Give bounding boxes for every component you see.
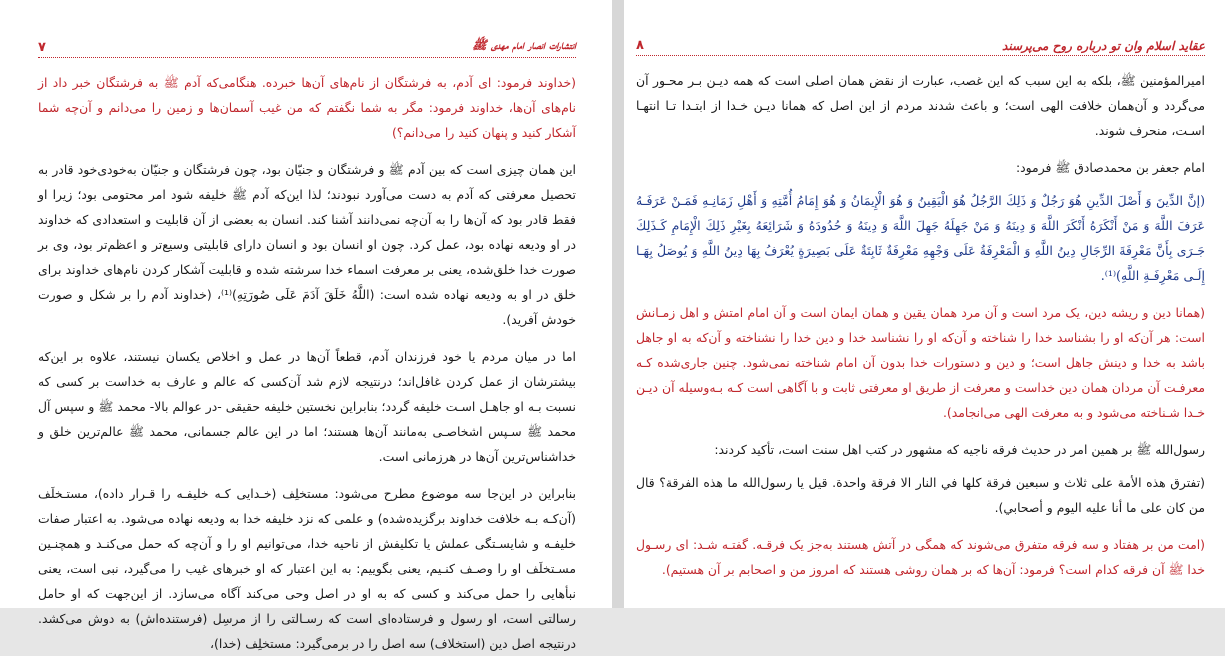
paragraph: رسول‌الله ﷺ بر همین امر در حدیث فرقه ناجیه که مشهور در کتب اهل سنت است، تأکید کردند: [714, 442, 1205, 457]
paragraph: (خداوند فرمود: ای آدم، به فرشتگان از نام‌های آن‌ها خبرده. هنگامی‌که آدم ﷺ به فرشتگان خبر داد از نام‌های آن‌ها، خداوند فرمود: مگر به شما نگفتم که من غیب آسمان‌ها و زمین را می‌دانم و آن‌چه شما آشکار کنید و پنهان کنید را می‌دانم؟) [38, 75, 576, 140]
paragraph: (امت من بر هفتاد و سه فرقه متفرق می‌شوند که همگی در آتش هستند به‌جز یک فرقـه. گفتـه شـد: ای رسـول خدا ﷺ آن فرقه کدام است؟ فرمود: آن‌ها که بر همان روشی هستند که امروز من و اصحابم بر آن هستیم). [636, 537, 1205, 577]
page-gutter [612, 0, 624, 608]
paragraph: (همانا دین و ریشه دین، یک مرد است و آن مرد همان یقین و همان ایمان است و آن امام امتش و اهل زمـانش است: هر آن‌که او را بشناسد خدا را شناخته و آن‌که او را نشناسد خدا و دین خدا را نشناخته و آن‌که به او جاهل باشد به خدا و دینش جاهل است؛ و دین و دستورات خدا بدون آن امام شناخته نمی‌شود. چنین جاری‌شده کـه معرفـت آن مردان همان دین خداست و معرفت از طریق او معرفتی ثابت و با آگاهی است کـه بـه‌وسیله آن دیـن خـدا شـناخته می‌شود و به معرفت الهی می‌انجامد). [636, 305, 1205, 420]
paragraph: بنابراین در این‌جا سه موضوع مطرح می‌شود: مستخلِف (خـدایی کـه خلیفـه را قـرار داده)، مستـخلَف (آن‌کـه بـه خلافت خداوند برگزیده‌شده) و علمی که نزد خلیفه خدا به ودیعه نهاده می‌شود. به اعتبار صفات خلیفـه و شایسـتگی عملش یا تکلیفش از ناحیه خدا، می‌توانیم او را و آن‌چه که حمل می‌کنـد و همچنـین مسـتخلَف او را وصـف کنـیم، یعنی بگوییم: به این اعتبار که او خبرهای غیب را می‌گیرد، نبی است، یعنی نبأهایی را حمل می‌کند و کسی که به او در اصل وحی می‌کند آگاه می‌سازد. از این‌جهت که او حامل رسالتی است، او رسول و فرستاده‌ای است که رسـالتی را از مرسِل (فرستنده‌اش) به دوش می‌کشد. درنتیجه اصل دین (استخلاف) سه اصل را در برمی‌گیرد: مستخلِف (خدا)، [38, 486, 576, 651]
left-header-title: انتشارات انصار امام مهدی ﷺ [472, 38, 576, 52]
paragraph: امام جعفر بن محمدصادق ﷺ فرمود: [1015, 160, 1205, 175]
right-page [624, 0, 1225, 608]
right-page-header [636, 38, 1205, 56]
paragraph: اما در میان مردم یا خود فرزندان آدم، قطعاً آن‌ها در عمل و اخلاص یکسان نیستند، علاوه بر این‌که بیشترشان از عمل کردن غافل‌اند؛ درنتیجه لازم شد آن‌کسی که عالم و عارف به خداست بر کسی که نسبت بـه او جاهـل اسـت خلیفه گردد؛ بنابراین نخستین خلیفه حقیقی -در عوالم بالا- محمد ﷺ و سپس آل محمد ﷺ سـپس اشخاصـی به‌مانند آن‌ها هستند؛ اما در این عالم جسمانی، محمد ﷺ عالم‌ترین خلق و خداشناس‌ترین آن‌ها در هرزمانی است. [38, 349, 576, 464]
right-header-title: عقاید اسلام وان تو درباره روح می‌پرسند [1002, 39, 1205, 53]
paragraph: این همان چیزی است که بین آدم ﷺ و فرشتگان و جنیّان بود، چون فرشتگان و جنیّان به‌خودی‌خود قادر به تحصیل معرفتی که آدم به دست می‌آورد نبودند؛ لذا این‌که آدم ﷺ خلیفه شود امر محتومی بود؛ زیرا او فقط قادر بود که آن‌ها را به آن‌چه نمی‌دانند آشنا کند. انسان به بعضی از آن قابلیت و استعدادی که خداوند در او ودیعه نهاده بود، عمل کرد. چون او انسان بود و انسان دارای قابلیتی وسیع‌تر و اعظم‌تر بود، وی بر صورت خدا خلق‌شده، یعنی بر معرفت اسماء خدا سرشته شده و قابلیت آشکار کردن نام‌های خداوند برای خلق در او به ودیعه نهاده شده است: (اللَّهُ خَلَقَ آدَمَ عَلَى صُورَتِهِ)⁽¹⁾، (خداوند آدم را بر شکل و صورت خودش آفرید). [38, 162, 576, 327]
paragraph: (تفترق هذه الأمة على ثلاث و سبعين فرقة كلها في النار الا فرقة واحدة. قيل يا رسول‌الله ما هذه الفرقة؟ قال من كان على ما أنا عليه اليوم و أصحابي). [636, 475, 1205, 515]
paragraph: امیرالمؤمنین ﷺ، بلکه به این سبب که این غصب، عبارت از نقض همان اصلی است که همه دیـن بـر محـور آن می‌گردد و آن‌همان خلافت الهی است؛ و باعث شدند مردم از این اصل که همانا دیـن خـدا از ابتـدا تـا انتهـا اسـت، منحرف شوند. [636, 73, 1205, 138]
left-page [0, 0, 612, 651]
left-page-number: ٧ [38, 40, 46, 55]
arabic-quote: (إنَّ الدِّينَ وَ أَصْلَ الدِّينِ هُوَ رَجُلٌ وَ ذَلِكَ الرَّجُلُ هُوَ الْيَقِينُ وَ هُوَ الْإِيمَانُ وَ هُوَ إِمَامُ أُمَّتِهِ وَ أَهْلِ زَمَانِـهِ فَمَـنْ عَرَفَـهُ عَرَفَ اللَّهَ وَ مَنْ أَنْكَرَهُ أَنْكَرَ اللَّهَ وَ دِينَهُ وَ مَنْ جَهِلَهُ جَهِلَ اللَّهَ وَ دِينَهُ وَ حُدُودَهُ وَ شَرَائِعَهُ بِغَيْرِ ذَلِكَ الْإِمَامِ كَـذَلِكَ جَـرَى بِأَنَّ مَعْرِفَةَ الرِّجَالِ دِينُ اللَّهِ وَ الْمَعْرِفَةُ عَلَى وَجْهِهِ مَعْرِفَةٌ ثَابِتَةٌ عَلَى بَصِيرَةٍ يُعْرَفُ بِهَا دِينُ اللَّهِ وَ يُوصَلُ بِهَـا إِلَـى مَعْرِفَـةِ اللَّهِ)⁽¹⁾. [636, 193, 1205, 283]
left-page-header [38, 38, 576, 58]
right-page-number: ٨ [636, 38, 644, 53]
